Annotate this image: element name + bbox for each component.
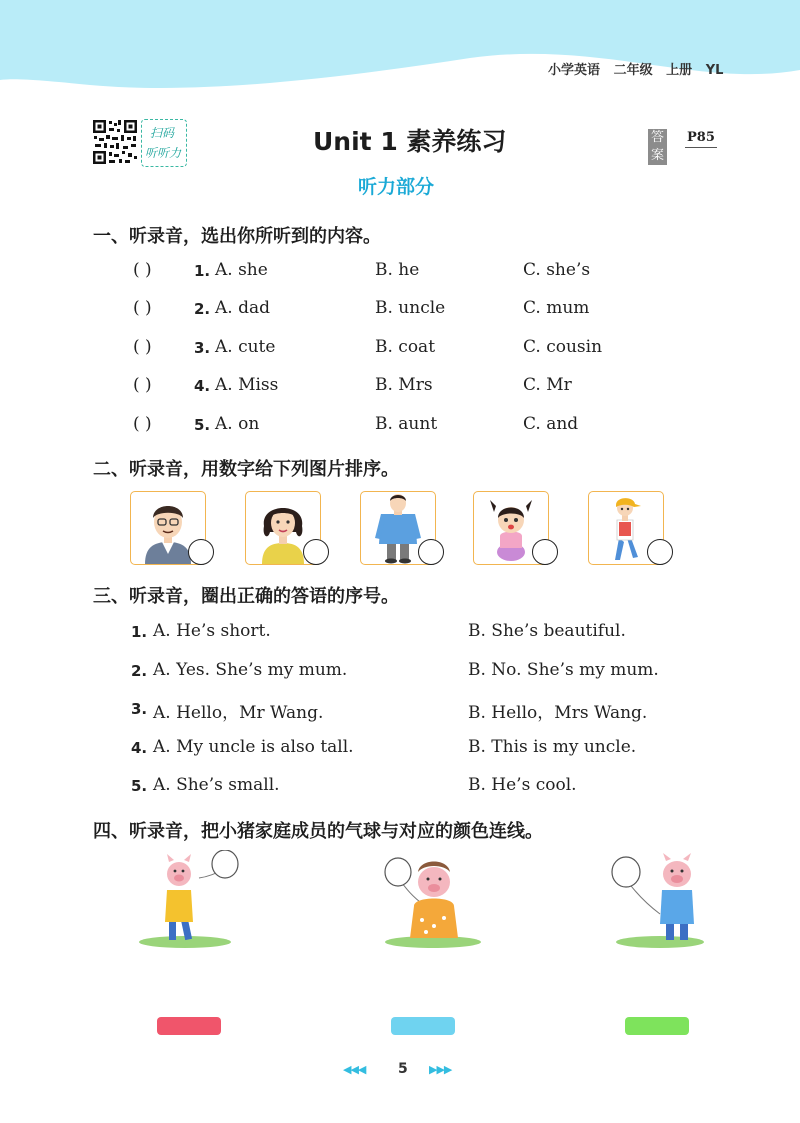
choice-b[interactable]: B. No. She’s my mum. xyxy=(468,660,659,680)
option-b: B. uncle xyxy=(375,298,446,318)
order-circle[interactable] xyxy=(647,539,673,565)
header-text: 小学英语 二年级 上册 YL xyxy=(548,63,724,78)
answer-blank[interactable]: ( ) xyxy=(133,260,152,280)
answer-label: 答案 xyxy=(648,129,667,165)
qr-label-line1: 扫码 xyxy=(150,126,175,140)
question-row xyxy=(0,298,800,326)
choice-b[interactable]: B. He’s cool. xyxy=(468,775,577,795)
option-b: B. coat xyxy=(375,337,436,357)
question-row xyxy=(0,260,800,288)
question-number: 3. xyxy=(194,339,211,357)
option-a: A. on xyxy=(215,414,260,434)
question-number: 4. xyxy=(194,377,211,395)
pig-child-illustration xyxy=(135,850,245,950)
choice-row xyxy=(0,660,800,688)
section-2-heading: 二、听录音，用数字给下列图片排序。 xyxy=(93,459,399,480)
choice-row xyxy=(0,621,800,649)
color-swatch-green[interactable] xyxy=(625,1017,689,1035)
page-number: 5 xyxy=(398,1061,408,1077)
prev-arrows-icon: ◀◀◀ xyxy=(343,1063,366,1076)
choice-a[interactable]: A. She’s small. xyxy=(153,775,280,795)
option-a: A. dad xyxy=(215,298,270,318)
option-c: C. mum xyxy=(523,298,590,318)
page-title: Unit 1 素养练习 xyxy=(313,127,507,156)
qr-label xyxy=(141,119,187,167)
choice-row xyxy=(0,775,800,803)
option-b: B. he xyxy=(375,260,420,280)
choice-b[interactable]: B. She’s beautiful. xyxy=(468,621,626,641)
question-number: 5. xyxy=(131,777,148,795)
choice-b[interactable]: B. This is my uncle. xyxy=(468,737,637,757)
header-wave xyxy=(0,0,800,95)
qr-icon xyxy=(92,119,138,165)
section-3-heading: 三、听录音，圈出正确的答语的序号。 xyxy=(93,586,399,607)
option-c: C. she’s xyxy=(523,260,591,280)
choice-a[interactable]: A. Hello，Mr Wang. xyxy=(153,703,324,723)
choice-a[interactable]: A. He’s short. xyxy=(153,621,271,641)
option-c: C. Mr xyxy=(523,375,572,395)
question-number: 2. xyxy=(131,662,148,680)
choice-b[interactable]: B. Hello，Mrs Wang. xyxy=(468,703,648,723)
option-a: A. cute xyxy=(215,337,276,357)
next-arrows-icon: ▶▶▶ xyxy=(429,1063,452,1076)
option-c: C. and xyxy=(523,414,579,434)
question-number: 1. xyxy=(131,623,148,641)
answer-blank[interactable]: ( ) xyxy=(133,337,152,357)
order-circle[interactable] xyxy=(532,539,558,565)
option-c: C. cousin xyxy=(523,337,603,357)
question-row xyxy=(0,337,800,365)
order-circle[interactable] xyxy=(303,539,329,565)
color-swatch-blue[interactable] xyxy=(391,1017,455,1035)
question-number: 1. xyxy=(194,262,211,280)
choice-a[interactable]: A. Yes. She’s my mum. xyxy=(153,660,348,680)
qr-label-line2: 听听力 xyxy=(145,146,182,160)
question-number: 2. xyxy=(194,300,211,318)
question-number: 5. xyxy=(194,416,211,434)
section-4-heading: 四、听录音，把小猪家庭成员的气球与对应的颜色连线。 xyxy=(93,821,543,842)
answer-blank[interactable]: ( ) xyxy=(133,414,152,434)
order-circle[interactable] xyxy=(418,539,444,565)
section-subtitle: 听力部分 xyxy=(358,176,435,198)
choice-row xyxy=(0,698,800,726)
qr-code[interactable] xyxy=(92,119,138,165)
question-row xyxy=(0,375,800,403)
option-b: B. Mrs xyxy=(375,375,433,395)
question-number: 3. xyxy=(131,700,148,718)
pig-mother-illustration xyxy=(378,850,488,950)
option-a: A. she xyxy=(215,260,268,280)
option-a: A. Miss xyxy=(215,375,279,395)
section-1-heading: 一、听录音，选出你所听到的内容。 xyxy=(93,226,381,247)
answer-blank[interactable]: ( ) xyxy=(133,375,152,395)
answer-page: P85 xyxy=(685,129,717,148)
pig-father-illustration xyxy=(600,850,710,950)
choice-a[interactable]: A. My uncle is also tall. xyxy=(153,737,354,757)
question-number: 4. xyxy=(131,739,148,757)
color-swatch-red[interactable] xyxy=(157,1017,221,1035)
option-b: B. aunt xyxy=(375,414,438,434)
answer-blank[interactable]: ( ) xyxy=(133,298,152,318)
choice-row xyxy=(0,737,800,765)
order-circle[interactable] xyxy=(188,539,214,565)
question-row xyxy=(0,414,800,442)
